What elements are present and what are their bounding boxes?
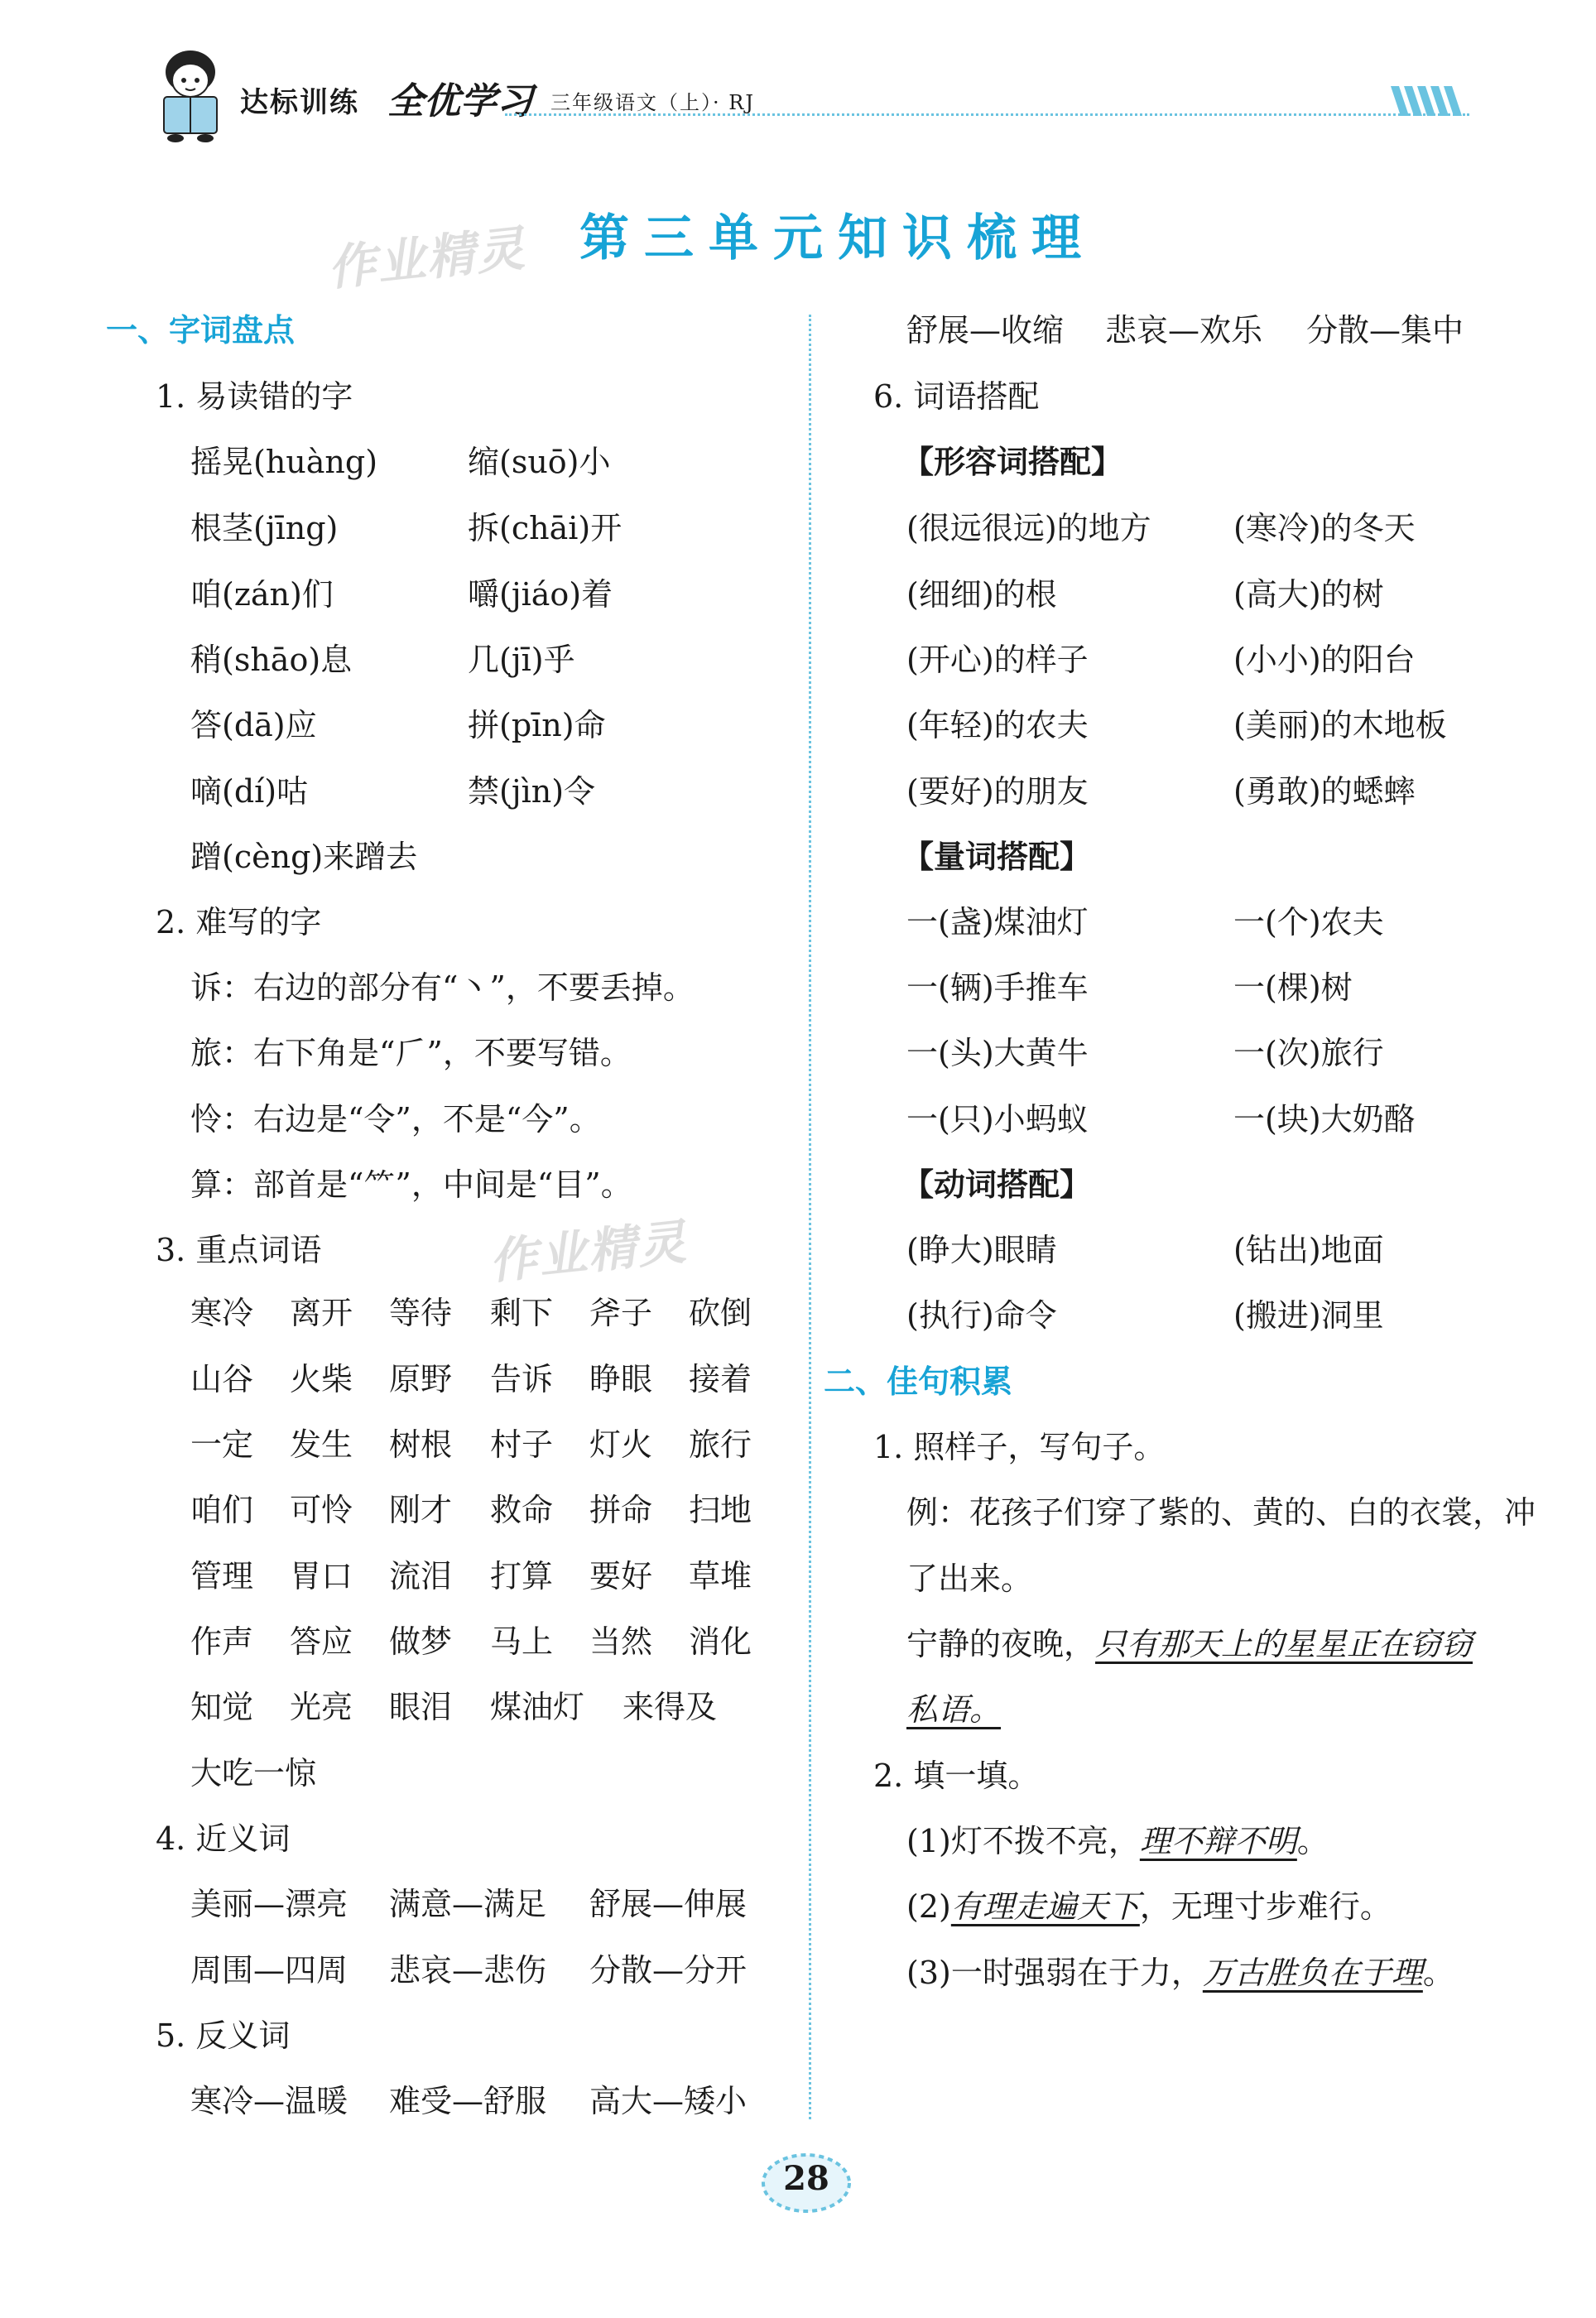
word: 睁眼 [589, 1361, 653, 1397]
word: 原野 [389, 1361, 453, 1397]
synonym-pair: 满意—满足 [389, 1886, 547, 1922]
collocation-item: 一(棵)树 [1233, 969, 1353, 1006]
answer-line [906, 1690, 1001, 1729]
collocation-item: (小小)的阳台 [1233, 642, 1416, 678]
collocation-item: (美丽)的木地板 [1233, 707, 1447, 743]
fill-line [906, 1887, 1392, 1926]
word: 斧子 [589, 1295, 653, 1331]
collocation-item: (细细)的根 [906, 576, 1057, 613]
word: 做梦 [389, 1623, 453, 1660]
handwritten-answer: 有理走遍天下 [950, 1888, 1140, 1925]
antonym-pair: 难受—舒服 [389, 2083, 547, 2119]
example-sentence: 了出来。 [906, 1561, 1033, 1597]
writing-note: 旅：右下角是“𠂆”，不要写错。 [190, 1035, 632, 1071]
watermark: 作业精灵 [486, 1213, 690, 1291]
handwritten-answer: 私语。 [906, 1691, 1002, 1728]
word: 等待 [389, 1295, 453, 1331]
word: 树根 [389, 1426, 453, 1463]
brand-secondary: 全优学习 [387, 80, 533, 123]
pinyin-item: 缩(suō)小 [468, 444, 611, 480]
collocation-item: (睁大)眼睛 [906, 1232, 1057, 1268]
antonym-pair: 高大—矮小 [589, 2083, 748, 2119]
pinyin-item: 答(dā)应 [190, 707, 317, 743]
subsection-title: 2. 难写的字 [156, 904, 322, 940]
pinyin-item: 拆(chāi)开 [468, 510, 623, 546]
pinyin-item: 稍(shāo)息 [190, 642, 353, 678]
collocation-item: (要好)的朋友 [906, 773, 1089, 810]
collocation-item: 一(块)大奶酪 [1233, 1101, 1416, 1137]
pinyin-item: 几(jī)乎 [468, 642, 575, 678]
page-number: 28 [783, 2159, 829, 2198]
grade-label: 三年级语文（上）· RJ [550, 91, 755, 114]
word: 离开 [290, 1295, 353, 1331]
collocation-heading: 【动词搭配】 [902, 1166, 1092, 1203]
antonym-pair: 寒冷—温暖 [190, 2083, 349, 2119]
antonym-pair: 分散—集中 [1306, 312, 1464, 349]
subsection-title: 5. 反义词 [156, 2017, 291, 2054]
word: 村子 [490, 1426, 554, 1463]
mascot-reading-icon [149, 46, 232, 145]
word: 砍倒 [689, 1295, 752, 1331]
header-dotted-line [505, 113, 1469, 116]
word: 作声 [190, 1623, 254, 1660]
fill-text: (2) [906, 1888, 951, 1925]
subsection-title: 3. 重点词语 [156, 1232, 322, 1268]
subsection-title: 6. 词语搭配 [873, 378, 1040, 415]
brand-primary: 达标训练 [240, 86, 359, 119]
word: 可怜 [290, 1492, 353, 1528]
word: 告诉 [490, 1361, 554, 1397]
word: 马上 [490, 1623, 554, 1660]
word: 灯火 [589, 1426, 653, 1463]
section-title: 二、佳句积累 [824, 1363, 1013, 1400]
answer-line [906, 1624, 1473, 1664]
word: 扫地 [689, 1492, 752, 1528]
synonym-pair: 分散—分开 [589, 1952, 748, 1989]
word: 寒冷 [190, 1295, 254, 1331]
word: 管理 [190, 1558, 254, 1594]
word: 火柴 [290, 1361, 353, 1397]
word: 发生 [290, 1426, 353, 1463]
synonym-pair: 悲哀—悲伤 [389, 1952, 547, 1989]
word: 知觉 [190, 1689, 254, 1725]
collocation-item: (钻出)地面 [1233, 1232, 1384, 1268]
handwritten-answer: 理不辩不明 [1139, 1823, 1297, 1859]
pinyin-item: 拼(pīn)命 [468, 707, 606, 743]
handwritten-answer: 万古胜负在于理 [1202, 1955, 1423, 1991]
collocation-item: 一(辆)手推车 [906, 969, 1089, 1006]
collocation-item: 一(只)小蚂蚁 [906, 1101, 1089, 1137]
writing-note: 怜：右边是“令”，不是“今”。 [190, 1101, 601, 1137]
example-sentence: 例：花孩子们穿了紫的、黄的、白的衣裳，冲 [906, 1494, 1536, 1531]
fill-text: 。 [1422, 1955, 1454, 1991]
collocation-item: 一(个)农夫 [1233, 904, 1384, 940]
collocation-item: (执行)命令 [906, 1297, 1057, 1334]
pinyin-item: 嚼(jiáo)着 [468, 576, 613, 613]
answer-prefix: 宁静的夜晚， [906, 1626, 1096, 1662]
header-stripes-icon [1391, 86, 1465, 116]
writing-note: 诉：右边的部分有“丶”，不要丢掉。 [190, 969, 695, 1006]
word: 救命 [490, 1492, 554, 1528]
collocation-item: (搬进)洞里 [1233, 1297, 1384, 1334]
collocation-item: (年轻)的农夫 [906, 707, 1089, 743]
word: 山谷 [190, 1361, 254, 1397]
word: 接着 [689, 1361, 752, 1397]
collocation-item: (勇敢)的蟋蟀 [1233, 773, 1416, 810]
question-title: 1. 照样子，写句子。 [873, 1429, 1166, 1465]
word: 眼泪 [389, 1689, 453, 1725]
collocation-item: (寒冷)的冬天 [1233, 510, 1416, 546]
word: 剩下 [490, 1295, 554, 1331]
writing-note: 算：部首是“⺮”，中间是“目”。 [190, 1166, 632, 1203]
collocation-item: (很远很远)的地方 [906, 510, 1151, 546]
page-title: 第三单元知识梳理 [579, 209, 1096, 267]
word: 来得及 [623, 1689, 718, 1725]
word: 刚才 [389, 1492, 453, 1528]
watermark: 作业精灵 [324, 219, 529, 297]
word: 拼命 [589, 1492, 653, 1528]
pinyin-item: 根茎(jīng) [190, 510, 339, 546]
fill-line [906, 1821, 1329, 1861]
word: 咱们 [190, 1492, 254, 1528]
word: 当然 [589, 1623, 653, 1660]
synonym-pair: 美丽—漂亮 [190, 1886, 349, 1922]
collocation-item: (开心)的样子 [906, 642, 1089, 678]
word: 大吃一惊 [190, 1755, 317, 1791]
pinyin-item: 蹭(cèng)来蹭去 [190, 839, 418, 875]
subsection-title: 1. 易读错的字 [156, 378, 353, 415]
collocation-heading: 【量词搭配】 [902, 839, 1092, 875]
handwritten-answer: 只有那天上的星星正在窃窃 [1095, 1626, 1473, 1662]
pinyin-item: 摇晃(huàng) [190, 444, 378, 480]
antonym-pair: 舒展—收缩 [906, 312, 1065, 349]
word: 旅行 [689, 1426, 752, 1463]
collocation-item: (高大)的树 [1233, 576, 1384, 613]
word: 草堆 [689, 1558, 752, 1594]
section-title: 一、字词盘点 [106, 312, 296, 349]
fill-text: ，无理寸步难行。 [1139, 1888, 1392, 1925]
word: 一定 [190, 1426, 254, 1463]
subsection-title: 4. 近义词 [156, 1820, 291, 1857]
fill-text: (3)一时强弱在于力， [906, 1955, 1203, 1991]
question-title: 2. 填一填。 [873, 1758, 1040, 1794]
word: 答应 [290, 1623, 353, 1660]
pinyin-item: 嘀(dí)咕 [190, 773, 309, 810]
column-divider [809, 315, 811, 2119]
word: 打算 [490, 1558, 554, 1594]
word: 胃口 [290, 1558, 353, 1594]
collocation-item: 一(头)大黄牛 [906, 1035, 1089, 1071]
fill-text: 。 [1296, 1823, 1329, 1859]
antonym-pair: 悲哀—欢乐 [1105, 312, 1263, 349]
fill-line [906, 1953, 1454, 1993]
word: 流泪 [389, 1558, 453, 1594]
fill-text: (1)灯不拨不亮， [906, 1823, 1140, 1859]
collocation-item: 一(盏)煤油灯 [906, 904, 1089, 940]
word: 要好 [589, 1558, 653, 1594]
pinyin-item: 咱(zán)们 [190, 576, 334, 613]
collocation-item: 一(次)旅行 [1233, 1035, 1384, 1071]
synonym-pair: 舒展—伸展 [589, 1886, 748, 1922]
pinyin-item: 禁(jìn)令 [468, 773, 596, 810]
collocation-heading: 【形容词搭配】 [902, 444, 1123, 480]
word: 光亮 [290, 1689, 353, 1725]
word: 煤油灯 [490, 1689, 585, 1725]
synonym-pair: 周围—四周 [190, 1952, 349, 1989]
word: 消化 [689, 1623, 752, 1660]
